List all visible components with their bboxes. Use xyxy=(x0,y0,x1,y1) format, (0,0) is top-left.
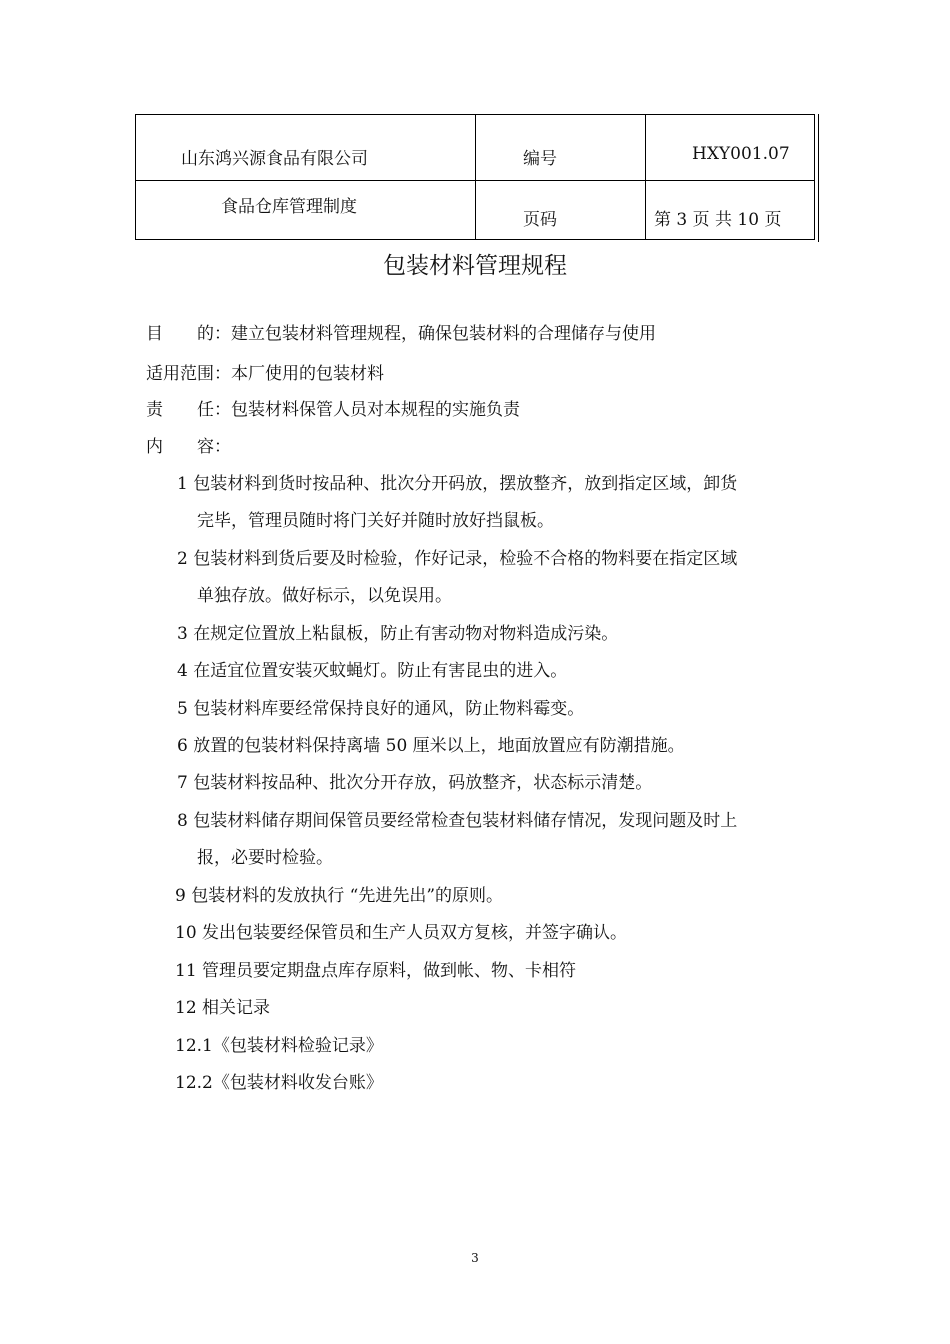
item-12-2: 12.2《包装材料收发台账》 xyxy=(175,1073,383,1093)
company-name: 山东鸿兴源食品有限公司 xyxy=(181,149,368,169)
purpose-label: 目 的： xyxy=(146,324,231,344)
item-10: 10 发出包装要经保管员和生产人员双方复核，并签字确认。 xyxy=(175,923,628,943)
page-title: 包装材料管理规程 xyxy=(383,253,567,279)
header-col-divider-2 xyxy=(645,115,646,239)
header-double-border xyxy=(818,114,819,242)
responsibility-text: 包装材料保管人员对本规程的实施负责 xyxy=(231,400,520,420)
item-7: 7 包装材料按品种、批次分开存放，码放整齐，状态标示清楚。 xyxy=(177,773,653,793)
page-label: 页码 xyxy=(523,210,557,230)
page-number: 3 xyxy=(471,1251,479,1265)
item-8: 8 包装材料储存期间保管员要经常检查包装材料储存情况，发现问题及时上 xyxy=(177,811,738,831)
header-col-divider-1 xyxy=(475,115,476,239)
item-12-1: 12.1《包装材料检验记录》 xyxy=(175,1036,383,1056)
item-11: 11 管理员要定期盘点库存原料，做到帐、物、卡相符 xyxy=(175,961,577,981)
item-2: 2 包装材料到货后要及时检验，作好记录，检验不合格的物料要在指定区域 xyxy=(177,549,738,569)
responsibility-label: 责 任： xyxy=(146,400,231,420)
purpose-text: 建立包装材料管理规程，确保包装材料的合理储存与使用 xyxy=(231,324,656,344)
document-header-table xyxy=(135,114,815,240)
item-1: 1 包装材料到货时按品种、批次分开码放，摆放整齐，放到指定区域，卸货 xyxy=(177,474,738,494)
item-6: 6 放置的包装材料保持离墙 50 厘米以上，地面放置应有防潮措施。 xyxy=(177,736,685,756)
responsibility-line xyxy=(146,398,520,422)
item-8-cont: 报，必要时检验。 xyxy=(197,848,333,868)
scope-label: 适用范围： xyxy=(146,364,231,384)
number-label: 编号 xyxy=(523,149,557,169)
scope-text: 本厂使用的包装材料 xyxy=(231,364,384,384)
item-4: 4 在适宜位置安装灭蚊蝇灯。防止有害昆虫的进入。 xyxy=(177,661,568,681)
document-name: 食品仓库管理制度 xyxy=(221,197,357,217)
item-12: 12 相关记录 xyxy=(175,998,271,1018)
page-value: 第 3 页 共 10 页 xyxy=(654,210,782,230)
content-line xyxy=(146,435,231,459)
item-2-cont: 单独存放。做好标示，以免误用。 xyxy=(197,586,452,606)
item-1-cont: 完毕，管理员随时将门关好并随时放好挡鼠板。 xyxy=(197,511,554,531)
scope-line xyxy=(146,362,384,386)
item-3: 3 在规定位置放上粘鼠板，防止有害动物对物料造成污染。 xyxy=(177,624,619,644)
number-value: HXY001.07 xyxy=(692,144,790,164)
item-5: 5 包装材料库要经常保持良好的通风，防止物料霉变。 xyxy=(177,699,585,719)
content-label: 内 容： xyxy=(146,437,231,457)
item-9: 9 包装材料的发放执行 “先进先出”的原则。 xyxy=(175,886,504,906)
purpose-line xyxy=(146,322,656,346)
